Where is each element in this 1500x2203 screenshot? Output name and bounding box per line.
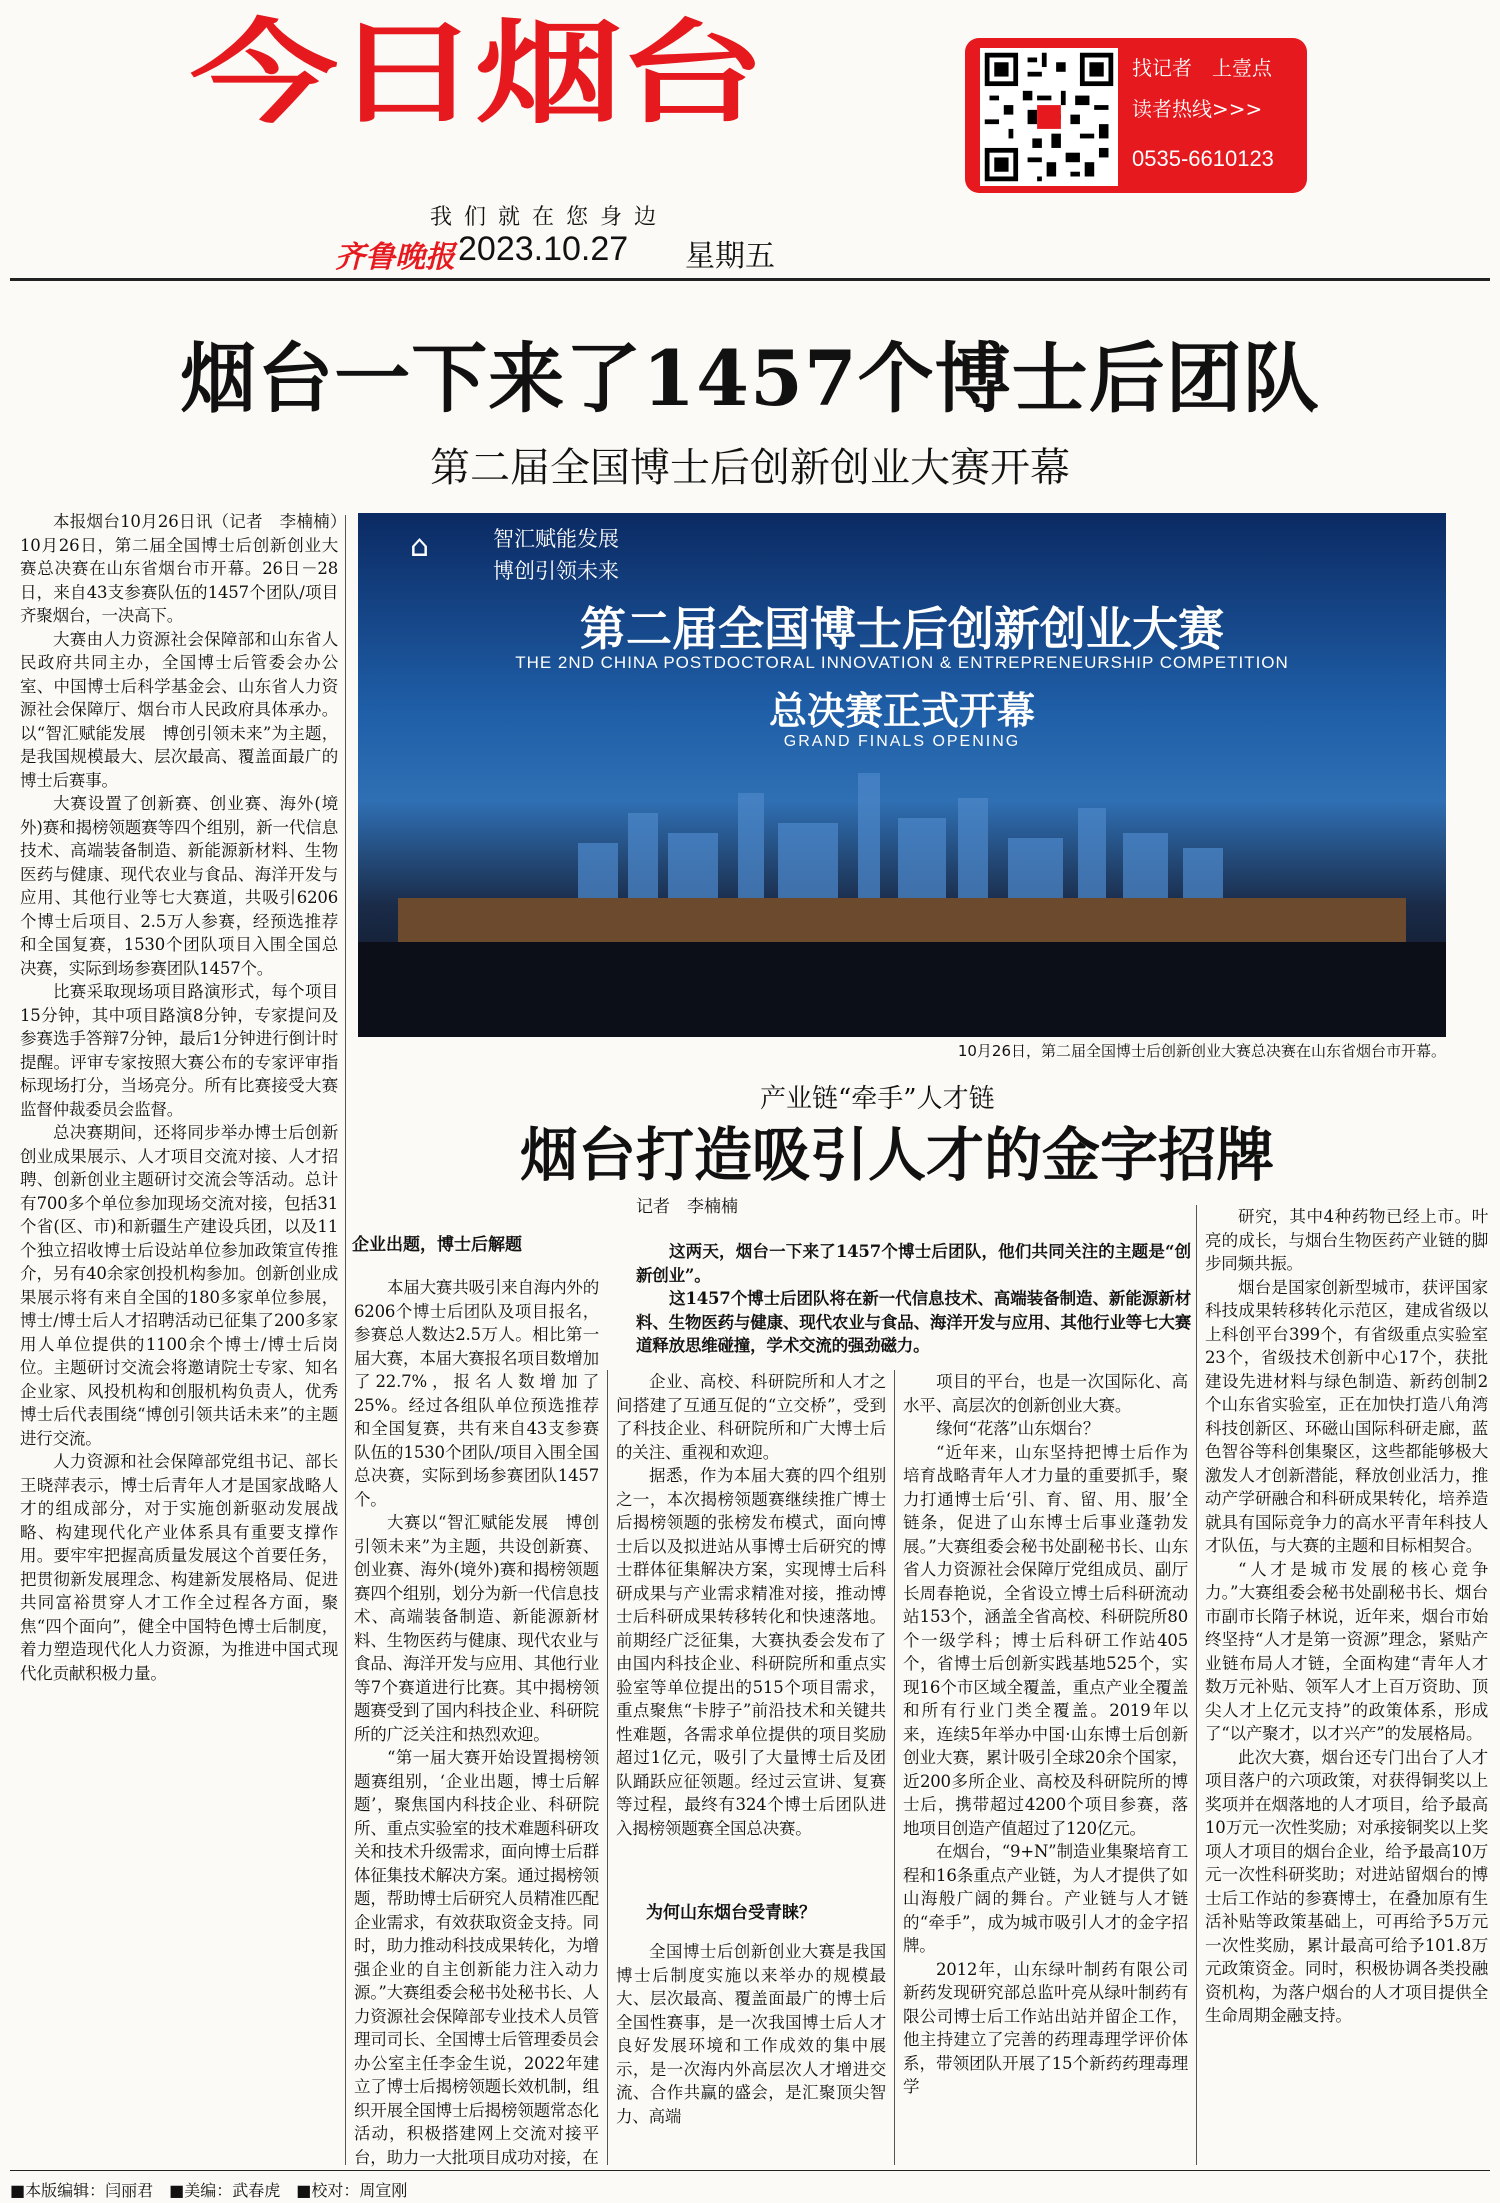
paragraph: 总决赛期间，还将同步举办博士后创新创业成果展示、人才项目交流对接、人才招聘、创新创业主题研讨交流会等活动。总计有700多个单位参加现场交流对接，包括31个省(区、市)和新疆生产建设兵团，以及11个独立招收博士后设站单位参加政策宣传推介，另有40余家创投机构参加。创新创业成果展示将有来自全国的180多家单位参展，博士/博士后人才招聘活动已征集了200多家用人单位提供的1100余个博士/博士后岗位。主题研讨交流会将邀请院士专家、知名企业家、风投机构和创服机构负责人，优秀博士后代表围绕“博创引领共话未来”的主题进行交流。 [20,1123,338,1448]
main-headline: 烟台一下来了1457个博士后团队 [180,334,1320,423]
photo-final-en: GRAND FINALS OPENING [783,733,1021,750]
paragraph: 据悉，作为本届大赛的四个组别之一，本次揭榜领题赛继续推广博士后揭榜领题的张榜发布模式，面向博士后以及拟进站从事博士后研究的博士群体征集解决方案，实现博士后科研成果与产业需求精准对接，推动博士后科研成果转移转化和快速落地。前期经广泛征集，大赛执委会发布了由国内科技企业、科研院所和重点实验室等单位提出的515个项目需求，重点聚焦“卡脖子”前沿技术和关键共性难题，各需求单位提供的项目奖励超过1亿元，吸引了大量博士后及团队踊跃应征领题。经过云宣讲、复赛等过程，最终有324个博士后团队进入揭榜领题赛全国总决赛。 [616,1466,886,1838]
hotline-line-2: 读者热线>>> [1132,97,1263,121]
paragraph: 比赛采取现场项目路演形式，每个项目15分钟，其中项目路演8分钟，专家提问及参赛选手答辩7分钟，最后1分钟进行倒计时提醒。评审专家按照大赛公布的专家评审指标现场打分，当场亮分。所有比赛接受大赛监督仲裁委员会监督。 [20,982,338,1119]
article2-column-b [616,1370,886,1890]
photo-title-en: THE 2ND CHINA POSTDOCTORAL INNOVATION & ENTREPRENEURSHIP COMPETITION [515,653,1289,672]
publication-weekday: 星期五 [685,239,775,274]
paragraph: 研究，其中4种药物已经上市。叶亮的成长，与烟台生物医药产业链的脚步同频共振。 [1205,1207,1488,1273]
paragraph: 本报烟台10月26日讯（记者 李楠楠） 10月26日，第二届全国博士后创新创业大赛总决赛在山东省烟台市开幕。26日－28日，来自43支参赛队伍的1457个团队/项目齐聚烟台，一决高下。 [20,512,355,625]
city-skyline-graphic [558,763,1248,903]
stage-floor [358,942,1446,1037]
main-subhead: 第二届全国博士后创新创业大赛开幕 [430,445,1070,491]
masthead-slogan: 我们就在您身边 [430,205,669,230]
paragraph: 此次大赛，烟台还专门出台了人才项目落户的六项政策，对获得铜奖以上奖项并在烟落地的人才项目，给予最高10万元一次性奖励；对承接铜奖以上奖项人才项目的烟台企业，给予最高10万元一次性科研奖助；对进站留烟台的博士后工作站的参赛博士，在叠加原有生活补贴等政策基础上，可再给予5万元一次性奖励，累计最高可给予101.8万元政策资金。同时，积极协调各类投融资机构，为落户烟台的人才项目提供全生命周期金融支持。 [1205,1747,1488,2025]
column-divider [894,1370,895,2165]
masthead-divider [10,278,1490,281]
column-divider [345,515,346,2165]
column-divider [1196,1205,1197,2165]
page-footer: ■本版编辑：闫丽君 ■美编：武春虎 ■校对：周宣刚 [10,2181,408,2200]
paragraph: “人才是城市发展的核心竞争力。”大赛组委会秘书处副秘书长、烟台市副市长隋子林说，近年来，烟台市始终坚持“人才是第一资源”理念，紧贴产业链布局人才链，全面构建“青年人才数万元补贴、领军人才上百万资助、顶尖人才上亿元支持”的政策体系，形成了“以产聚才，以才兴产”的发展格局。 [1205,1559,1488,1743]
competition-logo-icon: ⌂ [410,529,430,564]
column-divider [607,1370,608,2165]
paragraph: 在烟台，“9+N”制造业集聚培育工程和16条重点产业链，为人才提供了如山海般广阔的舞台。产业链与人才链的“牵手”，成为城市吸引人才的金字招牌。 [903,1842,1188,1955]
section-heading: 为何山东烟台受青睐？ [646,1903,816,1923]
paragraph: “近年来，山东坚持把博士后作为培育战略青年人才力量的重要抓手，聚力打通博士后‘引、育、留、用、服’全链条，促进了山东博士后事业蓬勃发展。”大赛组委会秘书处副秘书长、山东省人力资源社会保障厅党组成员、副厅长周春艳说，全省设立博士后科研流动站153个，涵盖全省高校、科研院所80个一级学科；博士后科研工作站405个，省博士后创新实践基地525个，实现16个市区域全覆盖，重点产业全覆盖和所有行业门类全覆盖。2019年以来，连续5年举办中国·山东博士后创新创业大赛，累计吸引全球20余个国家，近200多所企业、高校及科研院所的博士后，携带超过4200个项目参赛，落地项目创造产值超过了120亿元。 [903,1442,1188,1838]
article2-column-a [354,1276,599,2171]
paragraph: 企业、高校、科研院所和人才之间搭建了互通互促的“立交桥”，受到了科技企业、科研院所和广大博士后的关注、重视和欢迎。 [616,1372,886,1462]
masthead-title: 今日烟台 [190,9,761,139]
publication-date: 2023.10.27 [458,230,629,268]
article2-lead [636,1240,1191,1355]
article1-column [20,510,355,2165]
paragraph: “第一届大赛开始设置揭榜领题赛组别，‘企业出题，博士后解题’，聚焦国内科技企业、科研院所、重点实验室的技术难题科研攻关和技术升级需求，面向博士后群体征集技术解决方案。通过揭榜领题，帮助博士后研究人员精准匹配企业需求，有效获取资金支持。同时，助力推动科技成果转化，为增强企业的自主创新能力注入动力源。”大赛组委会秘书处秘书长、人力资源社会保障部专业技术人员管理司司长、全国博士后管理委员会办公室主任李金生说，2022年建立了博士后揭榜领题长效机制，组织开展全国博士后揭榜领题常态化活动，积极搭建网上交流对接平台，助力一大批项目成功对接，在 [354,1748,599,2167]
paragraph: 2012年，山东绿叶制药有限公司新药发现研究部总监叶亮从绿叶制药有限公司博士后工作站出站并留企工作，他主持建立了完善的药理毒理学评价体系，带领团队开展了15个新药药理毒理学 [903,1959,1188,2096]
article2-column-b2 [616,1940,886,2168]
article2-byline: 记者 李楠楠 [636,1197,738,1217]
article2-headline: 烟台打造吸引人才的金字招牌 [520,1121,1275,1189]
paragraph: 人力资源和社会保障部党组书记、部长王晓萍表示，博士后青年人才是国家战略人才的组成部分，对于实施创新驱动发展战略、构建现代化产业体系具有重要支撑作用。要牢牢把握高质量发展这个首要任务，把贯彻新发展理念、构建新发展格局、促进共同富裕贯穿人才工作全过程各方面，聚焦“四个面向”，健全中国特色博士后制度，着力塑造现代化人力资源，为推进中国式现代化贡献积极力量。 [20,1452,338,1683]
article2-column-c [903,1370,1188,2168]
brand-logo: 齐鲁晚报 [335,240,455,275]
article2-kicker: 产业链“牵手”人才链 [760,1084,995,1114]
news-photo[interactable] [358,513,1446,1037]
paragraph: 大赛以“智汇赋能发展 博创引领未来”为主题，共设创新赛、创业赛、海外(境外)赛和揭榜领题赛四个组别，划分为新一代信息技术、高端装备制造、新能源新材料、生物医药与健康、现代农业与食品、海洋开发与应用、其他行业等7个赛道进行比赛。其中揭榜领题赛受到了国内科技企业、科研院所的广泛关注和热烈欢迎。 [354,1513,599,1744]
lead-paragraph: 这两天，烟台一下来了1457个博士后团队，他们共同关注的主题是“创新创业”。 [636,1242,1191,1285]
photo-final-title: 总决赛正式开幕 [768,689,1035,733]
paragraph: 全国博士后创新创业大赛是我国博士后制度实施以来举办的规模最大、层次最高、覆盖面最广的博士后全国性赛事，是一次我国博士后人才良好发展环境和工作成效的集中展示，是一次海内外高层次人才增进交流、合作共赢的盛会，是汇聚顶尖智力、高端 [616,1942,886,2126]
paragraph: 大赛由人力资源社会保障部和山东省人民政府共同主办，全国博士后管委会办公室、中国博士后科学基金会、山东省人力资源社会保障厅、烟台市人民政府具体承办。以“智汇赋能发展 博创引领未来”为主题，是我国规模最大、层次最高、覆盖面最广的博士后赛事。 [20,629,338,790]
lead-paragraph: 这1457个博士后团队将在新一代信息技术、高端装备制造、新能源新材料、生物医药与健康、现代农业与食品、海洋开发与应用、其他行业等七大赛道释放思维碰撞，学术交流的强劲磁力。 [636,1289,1191,1355]
hotline-line-1: 找记者 上壹点 [1132,56,1272,80]
footer-divider [10,2170,1490,2171]
article2-column-d [1205,1205,1488,2168]
paragraph: 烟台是国家创新型城市，获评国家科技成果转移转化示范区，建成省级以上科创平台399个，有省级重点实验室23个，省级技术创新中心17个，获批建设先进材料与绿色制造、新药创制2个山东省实验室，正在加快打造八角湾科技创新区、环磁山国际科研走廊，蓝色智谷等科创集聚区，这些都能够极大激发人才创新潜能，释放创业活力，推动产学研融合和科研成果转化，培养造就具有国际竞争力的高水平青年科技人才队伍，与大赛的主题和目标相契合。 [1205,1277,1488,1555]
sub-heading: 缘何“花落”山东烟台？ [936,1419,1100,1438]
hotline-number[interactable]: 0535-6610123 [1132,146,1274,171]
section-heading: 企业出题，博士后解题 [352,1235,522,1255]
photo-caption: 10月26日，第二届全国博士后创新创业大赛总决赛在山东省烟台市开幕。 [957,1042,1446,1060]
photo-title: 第二届全国博士后创新创业大赛 [580,602,1224,656]
photo-slogan: 智汇赋能发展 博创引领未来 [493,527,619,583]
paragraph: 大赛设置了创新赛、创业赛、海外(境外)赛和揭榜领题赛等四个组别，新一代信息技术、高端装备制造、新能源新材料、生物医药与健康、现代农业与食品、海洋开发与应用、其他行业等七大赛道，共吸引6206个博士后项目、2.5万人参赛，经预选推荐和全国复赛，1530个团队项目入围全国总决赛，实际到场参赛团队1457个。 [20,794,338,978]
paragraph: 项目的平台，也是一次国际化、高水平、高层次的创新创业大赛。 [903,1372,1188,1415]
qr-code-icon[interactable] [980,48,1118,186]
paragraph: 本届大赛共吸引来自海内外的6206个博士后团队及项目报名，参赛总人数达2.5万人。相比第一届大赛，本届大赛报名项目数增加了22.7%，报名人数增加了25%。经过各组队单位预选推荐和全国复赛，共有来自43支参赛队伍的1530个团队/项目入围全国总决赛，实际到场参赛团队1457个。 [354,1278,599,1509]
stage [398,898,1406,942]
